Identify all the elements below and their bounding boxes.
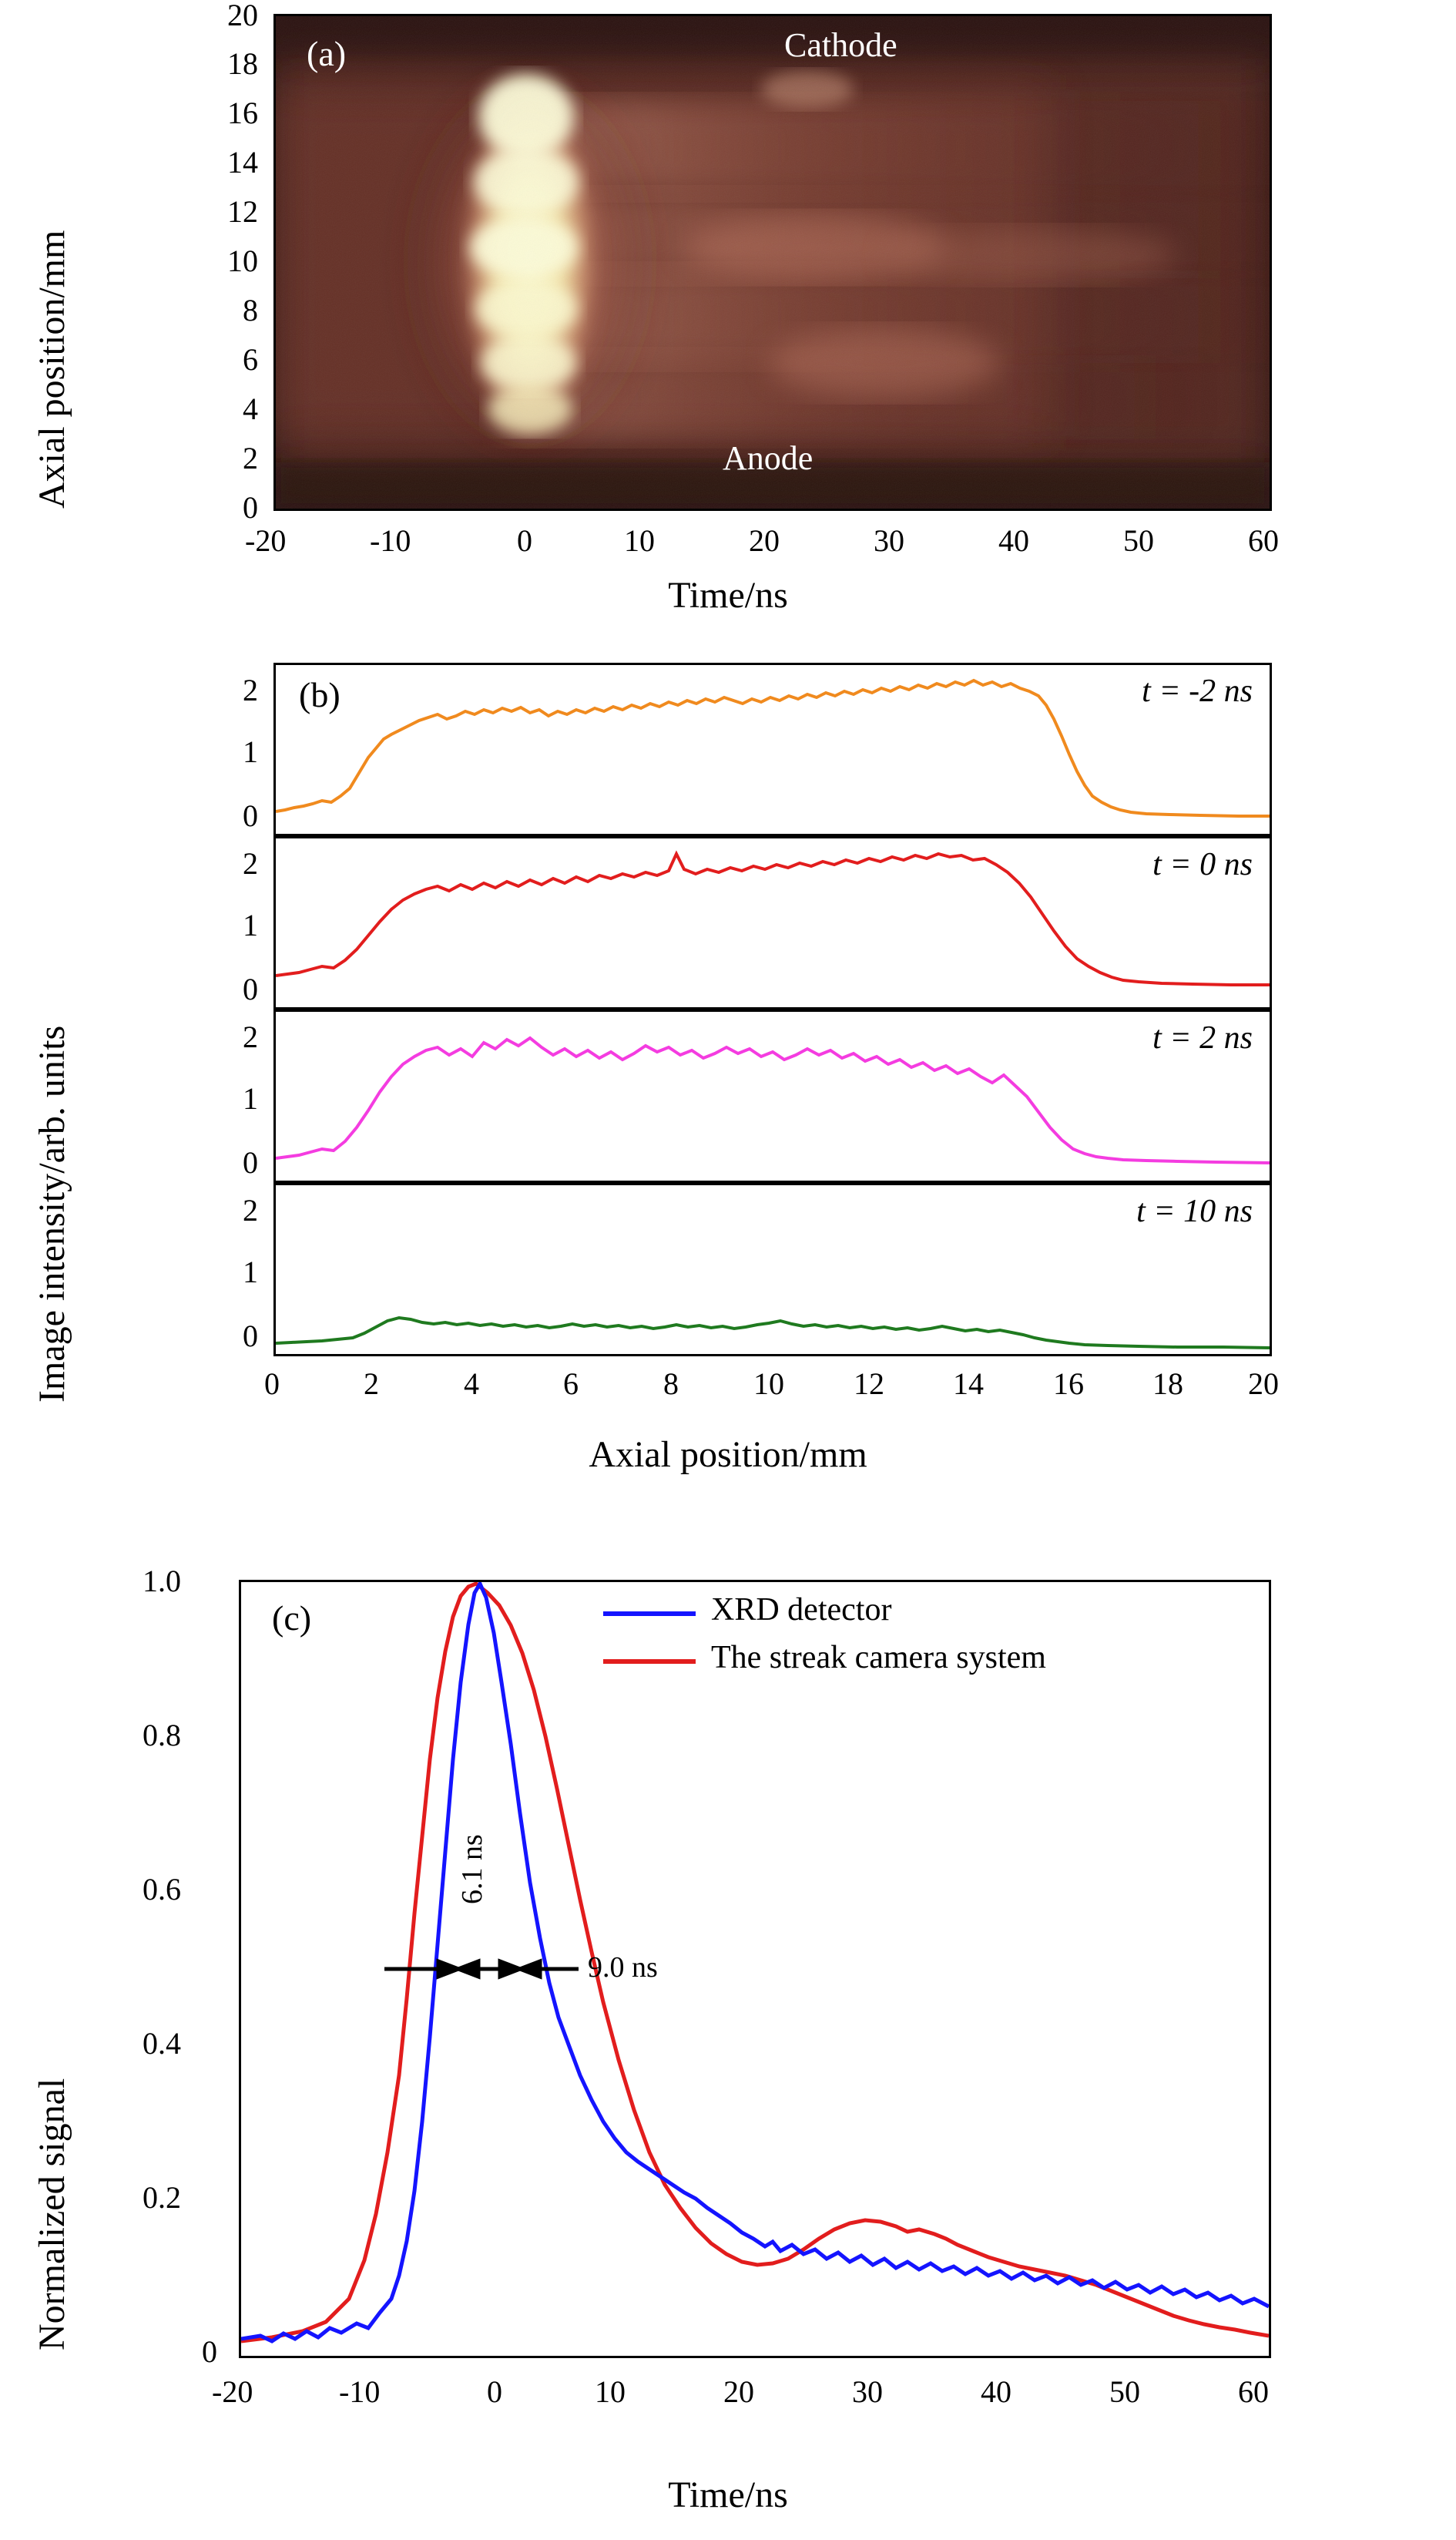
b-xtick-8: 8 (663, 1366, 679, 1401)
a-xtick-0: 0 (517, 523, 532, 558)
legend-label-xrd: XRD detector (711, 1592, 892, 1628)
c-xtick-20: 20 (723, 2374, 754, 2409)
a-xtick-30: 30 (874, 523, 904, 558)
c-xtick-60: 60 (1238, 2374, 1269, 2409)
panel-b-xlabel: Axial position/mm (589, 1434, 867, 1475)
panel-b-subplot-3 (273, 1010, 1272, 1183)
c-xtick-10: 10 (595, 2374, 626, 2409)
b4-ytick-2: 2 (243, 1193, 258, 1228)
a-ytick-4: 4 (243, 391, 258, 426)
a-xtick--10: -10 (370, 523, 411, 558)
panel-c-letter: (c) (272, 1598, 312, 1638)
b-xtick-12: 12 (854, 1366, 884, 1401)
a-ytick-12: 12 (227, 194, 258, 229)
c-ytick-0.8: 0.8 (143, 1718, 181, 1752)
b1-ytick-0: 0 (243, 798, 258, 833)
c-xtick-50: 50 (1109, 2374, 1140, 2409)
a-ytick-18: 18 (227, 46, 258, 81)
c-xtick-30: 30 (852, 2374, 883, 2409)
b2-ytick-0: 0 (243, 972, 258, 1006)
b4-ytick-1: 1 (243, 1255, 258, 1289)
cathode-label: Cathode (784, 26, 897, 64)
panel-b-intensity-profiles (0, 663, 1456, 1480)
c-ytick-0.6: 0.6 (143, 1872, 181, 1907)
c-ytick-0.2: 0.2 (143, 2180, 181, 2215)
panel-c-normalized-signal (0, 1564, 1456, 2540)
b3-ytick-1: 1 (243, 1081, 258, 1116)
b-xtick-0: 0 (264, 1366, 280, 1401)
a-ytick-8: 8 (243, 293, 258, 328)
panel-c-plot-area (239, 1580, 1271, 2358)
a-ytick-6: 6 (243, 342, 258, 377)
c-xtick--20: -20 (212, 2374, 253, 2409)
panel-b-trace-3-label: t = 2 ns (1152, 1020, 1253, 1056)
a-ytick-0: 0 (243, 490, 258, 525)
a-ytick-14: 14 (227, 145, 258, 180)
c-ytick-1.0: 1.0 (143, 1564, 181, 1598)
b-xtick-14: 14 (953, 1366, 984, 1401)
a-ytick-16: 16 (227, 96, 258, 130)
panel-c-xlabel: Time/ns (668, 2474, 788, 2515)
b2-ytick-2: 2 (243, 846, 258, 881)
trace-t-10 (276, 1185, 1270, 1354)
panel-a-plot-area (273, 14, 1272, 511)
anode-label: Anode (723, 439, 814, 477)
legend-label-streak: The streak camera system (711, 1640, 1046, 1675)
trace-t-minus-2 (276, 665, 1270, 834)
b-xtick-4: 4 (464, 1366, 479, 1401)
a-xtick-50: 50 (1123, 523, 1154, 558)
panel-c-ylabel: Normalized signal (32, 2078, 72, 2350)
a-xtick--20: -20 (245, 523, 287, 558)
annotation-6-1-ns: 6.1 ns (456, 1834, 488, 1904)
a-xtick-20: 20 (749, 523, 780, 558)
a-xtick-40: 40 (998, 523, 1029, 558)
b3-ytick-2: 2 (243, 1020, 258, 1054)
panel-b-subplot-2 (273, 836, 1272, 1010)
b1-ytick-1: 1 (243, 734, 258, 769)
panel-c-curves (241, 1582, 1269, 2356)
a-ytick-10: 10 (227, 244, 258, 278)
b4-ytick-0: 0 (243, 1319, 258, 1353)
c-ytick-0.4: 0.4 (143, 2026, 181, 2061)
b1-ytick-2: 2 (243, 673, 258, 707)
annotation-9-0-ns: 9.0 ns (588, 1951, 658, 1984)
a-xtick-10: 10 (624, 523, 655, 558)
panel-b-letter: (b) (299, 675, 341, 714)
streak-image-canvas (276, 16, 1270, 509)
legend-swatch-xrd (603, 1611, 696, 1616)
b-xtick-20: 20 (1248, 1366, 1279, 1401)
a-xtick-60: 60 (1248, 523, 1279, 558)
panel-a-ylabel: Axial position/mm (32, 230, 72, 509)
panel-b-trace-1-label: t = -2 ns (1142, 674, 1253, 709)
panel-b-subplot-4 (273, 1183, 1272, 1356)
b-xtick-18: 18 (1152, 1366, 1183, 1401)
b2-ytick-1: 1 (243, 908, 258, 942)
panel-b-trace-2-label: t = 0 ns (1152, 847, 1253, 882)
panel-a-letter: (a) (307, 34, 347, 73)
legend-swatch-streak (603, 1659, 696, 1664)
b3-ytick-0: 0 (243, 1145, 258, 1180)
panel-b-ylabel: Image intensity/arb. units (32, 1025, 72, 1403)
b-xtick-10: 10 (753, 1366, 784, 1401)
b-xtick-16: 16 (1053, 1366, 1084, 1401)
a-ytick-2: 2 (243, 441, 258, 475)
panel-b-trace-4-label: t = 10 ns (1136, 1194, 1253, 1229)
a-ytick-20: 20 (227, 0, 258, 32)
c-xtick--10: -10 (339, 2374, 381, 2409)
trace-t-2 (276, 1012, 1270, 1181)
trace-t-0 (276, 838, 1270, 1007)
c-xtick-40: 40 (981, 2374, 1011, 2409)
c-xtick-0: 0 (487, 2374, 502, 2409)
b-xtick-6: 6 (563, 1366, 579, 1401)
panel-b-subplot-1 (273, 663, 1272, 836)
b-xtick-2: 2 (364, 1366, 379, 1401)
c-ytick-0: 0 (202, 2334, 217, 2369)
panel-a-xlabel: Time/ns (668, 575, 788, 616)
panel-a-streak-image (0, 0, 1456, 616)
